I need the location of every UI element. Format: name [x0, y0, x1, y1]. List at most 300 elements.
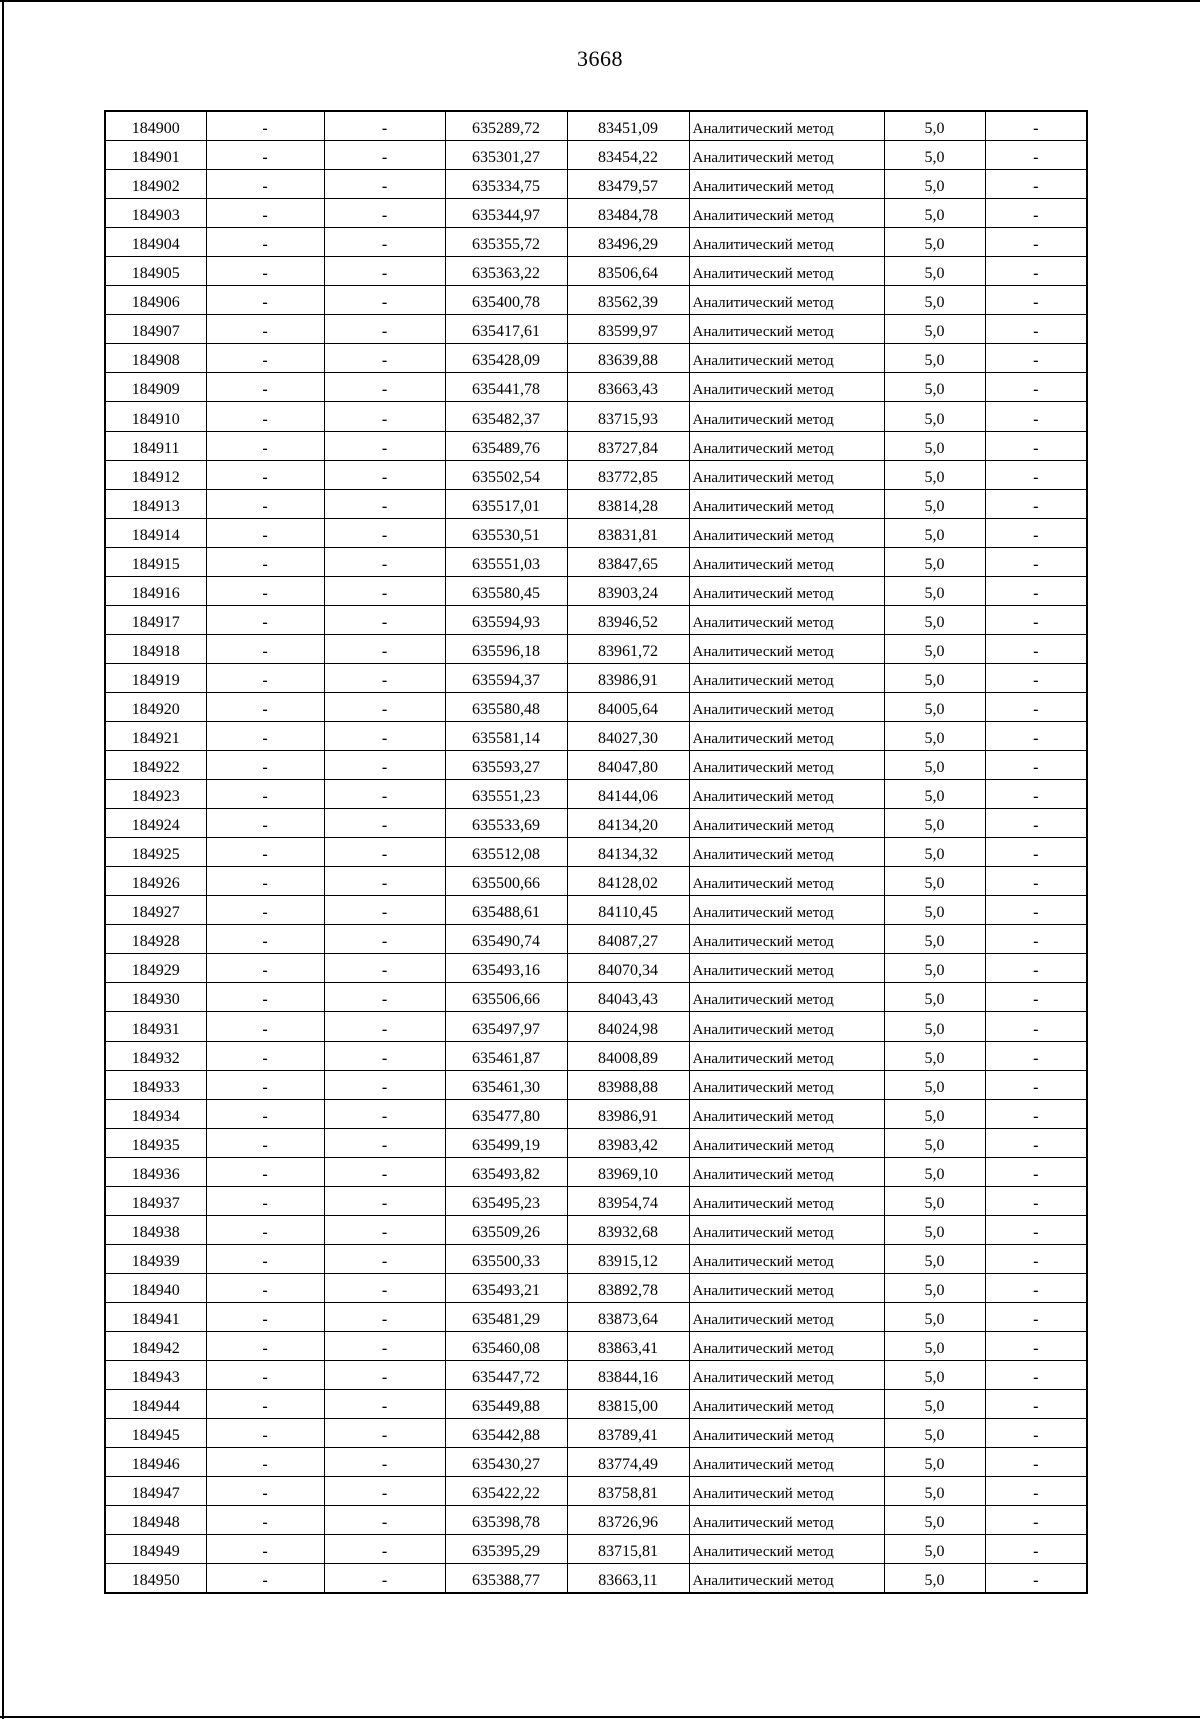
x-coordinate-cell: 635363,22: [445, 257, 567, 286]
point-id-cell: 184907: [105, 315, 206, 344]
x-coordinate-cell: 635490,74: [445, 925, 567, 954]
method-cell: Аналитический метод: [689, 1215, 884, 1244]
point-id-cell: 184938: [105, 1215, 206, 1244]
dash-cell-b: -: [324, 257, 445, 286]
accuracy-cell: 5,0: [884, 1273, 985, 1302]
dash-cell-a: -: [206, 576, 324, 605]
table-row: [105, 170, 1087, 199]
page-number: 3668: [577, 46, 623, 71]
table-row: [105, 460, 1087, 489]
table-row: [105, 111, 1087, 141]
x-coordinate-cell: 635509,26: [445, 1215, 567, 1244]
x-coordinate-cell: 635417,61: [445, 315, 567, 344]
point-id-cell: 184924: [105, 809, 206, 838]
y-coordinate-cell: 84024,98: [567, 1012, 689, 1041]
dash-cell-a: -: [206, 1099, 324, 1128]
point-id-cell: 184902: [105, 170, 206, 199]
table-row: [105, 692, 1087, 721]
table-row: [105, 809, 1087, 838]
accuracy-cell: 5,0: [884, 1186, 985, 1215]
point-id-cell: 184927: [105, 896, 206, 925]
dash-cell-a: -: [206, 373, 324, 402]
accuracy-cell: 5,0: [884, 780, 985, 809]
method-cell: Аналитический метод: [689, 170, 884, 199]
dash-cell-b: -: [324, 518, 445, 547]
point-id-cell: 184918: [105, 634, 206, 663]
point-id-cell: 184911: [105, 431, 206, 460]
dash-cell-a: -: [206, 257, 324, 286]
point-id-cell: 184939: [105, 1244, 206, 1273]
dash-cell-c: -: [985, 170, 1087, 199]
x-coordinate-cell: 635398,78: [445, 1506, 567, 1535]
dash-cell-b: -: [324, 1361, 445, 1390]
dash-cell-c: -: [985, 1448, 1087, 1477]
accuracy-cell: 5,0: [884, 838, 985, 867]
y-coordinate-cell: 83663,11: [567, 1564, 689, 1594]
table-row: [105, 257, 1087, 286]
method-cell: Аналитический метод: [689, 315, 884, 344]
dash-cell-b: -: [324, 809, 445, 838]
point-id-cell: 184948: [105, 1506, 206, 1535]
dash-cell-c: -: [985, 1477, 1087, 1506]
dash-cell-c: -: [985, 867, 1087, 896]
method-cell: Аналитический метод: [689, 141, 884, 170]
accuracy-cell: 5,0: [884, 1390, 985, 1419]
dash-cell-b: -: [324, 460, 445, 489]
method-cell: Аналитический метод: [689, 663, 884, 692]
y-coordinate-cell: 83814,28: [567, 489, 689, 518]
dash-cell-a: -: [206, 1070, 324, 1099]
dash-cell-c: -: [985, 373, 1087, 402]
dash-cell-a: -: [206, 1186, 324, 1215]
y-coordinate-cell: 83715,93: [567, 402, 689, 431]
point-id-cell: 184917: [105, 605, 206, 634]
page-border-top: [0, 0, 1200, 2]
x-coordinate-cell: 635493,16: [445, 954, 567, 983]
point-id-cell: 184923: [105, 780, 206, 809]
dash-cell-c: -: [985, 1070, 1087, 1099]
dash-cell-c: -: [985, 1302, 1087, 1331]
y-coordinate-cell: 84005,64: [567, 692, 689, 721]
dash-cell-c: -: [985, 1273, 1087, 1302]
table-row: [105, 721, 1087, 750]
y-coordinate-cell: 84043,43: [567, 983, 689, 1012]
table-row: [105, 1041, 1087, 1070]
method-cell: Аналитический метод: [689, 634, 884, 663]
table-row: [105, 1331, 1087, 1360]
dash-cell-a: -: [206, 431, 324, 460]
dash-cell-a: -: [206, 228, 324, 257]
point-id-cell: 184937: [105, 1186, 206, 1215]
table-row: [105, 1477, 1087, 1506]
dash-cell-b: -: [324, 1331, 445, 1360]
point-id-cell: 184943: [105, 1361, 206, 1390]
dash-cell-a: -: [206, 780, 324, 809]
dash-cell-a: -: [206, 1244, 324, 1273]
accuracy-cell: 5,0: [884, 634, 985, 663]
dash-cell-a: -: [206, 721, 324, 750]
dash-cell-b: -: [324, 1157, 445, 1186]
accuracy-cell: 5,0: [884, 1564, 985, 1594]
point-id-cell: 184931: [105, 1012, 206, 1041]
dash-cell-c: -: [985, 141, 1087, 170]
table-body: [105, 111, 1087, 1593]
dash-cell-a: -: [206, 809, 324, 838]
method-cell: Аналитический метод: [689, 1506, 884, 1535]
y-coordinate-cell: 83815,00: [567, 1390, 689, 1419]
table-row: [105, 925, 1087, 954]
accuracy-cell: 5,0: [884, 228, 985, 257]
x-coordinate-cell: 635530,51: [445, 518, 567, 547]
method-cell: Аналитический метод: [689, 518, 884, 547]
accuracy-cell: 5,0: [884, 489, 985, 518]
dash-cell-b: -: [324, 1535, 445, 1564]
point-id-cell: 184945: [105, 1419, 206, 1448]
table-row: [105, 344, 1087, 373]
point-id-cell: 184926: [105, 867, 206, 896]
point-id-cell: 184936: [105, 1157, 206, 1186]
y-coordinate-cell: 83454,22: [567, 141, 689, 170]
dash-cell-c: -: [985, 809, 1087, 838]
accuracy-cell: 5,0: [884, 315, 985, 344]
y-coordinate-cell: 84087,27: [567, 925, 689, 954]
dash-cell-c: -: [985, 1041, 1087, 1070]
table-row: [105, 1244, 1087, 1273]
y-coordinate-cell: 83961,72: [567, 634, 689, 663]
table-row: [105, 1099, 1087, 1128]
table-row: [105, 1448, 1087, 1477]
table-row: [105, 489, 1087, 518]
x-coordinate-cell: 635447,72: [445, 1361, 567, 1390]
dash-cell-c: -: [985, 1215, 1087, 1244]
method-cell: Аналитический метод: [689, 1477, 884, 1506]
x-coordinate-cell: 635461,87: [445, 1041, 567, 1070]
dash-cell-b: -: [324, 663, 445, 692]
accuracy-cell: 5,0: [884, 1012, 985, 1041]
dash-cell-a: -: [206, 111, 324, 141]
point-id-cell: 184913: [105, 489, 206, 518]
dash-cell-c: -: [985, 896, 1087, 925]
table-row: [105, 1070, 1087, 1099]
dash-cell-c: -: [985, 1157, 1087, 1186]
dash-cell-a: -: [206, 954, 324, 983]
y-coordinate-cell: 83863,41: [567, 1331, 689, 1360]
dash-cell-a: -: [206, 1564, 324, 1594]
dash-cell-c: -: [985, 663, 1087, 692]
table-row: [105, 1128, 1087, 1157]
dash-cell-c: -: [985, 983, 1087, 1012]
point-id-cell: 184950: [105, 1564, 206, 1594]
dash-cell-a: -: [206, 838, 324, 867]
dash-cell-b: -: [324, 489, 445, 518]
dash-cell-b: -: [324, 867, 445, 896]
point-id-cell: 184946: [105, 1448, 206, 1477]
dash-cell-b: -: [324, 373, 445, 402]
accuracy-cell: 5,0: [884, 751, 985, 780]
table-row: [105, 1535, 1087, 1564]
dash-cell-c: -: [985, 518, 1087, 547]
dash-cell-c: -: [985, 721, 1087, 750]
dash-cell-b: -: [324, 1273, 445, 1302]
method-cell: Аналитический метод: [689, 925, 884, 954]
accuracy-cell: 5,0: [884, 141, 985, 170]
y-coordinate-cell: 83484,78: [567, 199, 689, 228]
y-coordinate-cell: 83451,09: [567, 111, 689, 141]
dash-cell-b: -: [324, 1244, 445, 1273]
dash-cell-c: -: [985, 925, 1087, 954]
x-coordinate-cell: 635512,08: [445, 838, 567, 867]
method-cell: Аналитический метод: [689, 1564, 884, 1594]
table-row: [105, 983, 1087, 1012]
table-row: [105, 315, 1087, 344]
dash-cell-b: -: [324, 692, 445, 721]
method-cell: Аналитический метод: [689, 1244, 884, 1273]
table-row: [105, 896, 1087, 925]
x-coordinate-cell: 635334,75: [445, 170, 567, 199]
x-coordinate-cell: 635594,37: [445, 663, 567, 692]
method-cell: Аналитический метод: [689, 257, 884, 286]
accuracy-cell: 5,0: [884, 431, 985, 460]
dash-cell-c: -: [985, 576, 1087, 605]
table-row: [105, 1419, 1087, 1448]
dash-cell-a: -: [206, 605, 324, 634]
accuracy-cell: 5,0: [884, 460, 985, 489]
point-id-cell: 184916: [105, 576, 206, 605]
page-border-bottom: [0, 1716, 1200, 1718]
dash-cell-c: -: [985, 780, 1087, 809]
dash-cell-a: -: [206, 1012, 324, 1041]
dash-cell-a: -: [206, 751, 324, 780]
dash-cell-a: -: [206, 170, 324, 199]
accuracy-cell: 5,0: [884, 1302, 985, 1331]
x-coordinate-cell: 635580,48: [445, 692, 567, 721]
x-coordinate-cell: 635289,72: [445, 111, 567, 141]
method-cell: Аналитический метод: [689, 344, 884, 373]
y-coordinate-cell: 83562,39: [567, 286, 689, 315]
y-coordinate-cell: 83758,81: [567, 1477, 689, 1506]
accuracy-cell: 5,0: [884, 1331, 985, 1360]
dash-cell-a: -: [206, 402, 324, 431]
point-id-cell: 184910: [105, 402, 206, 431]
dash-cell-a: -: [206, 518, 324, 547]
y-coordinate-cell: 84047,80: [567, 751, 689, 780]
dash-cell-a: -: [206, 896, 324, 925]
x-coordinate-cell: 635502,54: [445, 460, 567, 489]
method-cell: Аналитический метод: [689, 1331, 884, 1360]
y-coordinate-cell: 83946,52: [567, 605, 689, 634]
dash-cell-c: -: [985, 402, 1087, 431]
dash-cell-b: -: [324, 1041, 445, 1070]
dash-cell-c: -: [985, 1012, 1087, 1041]
x-coordinate-cell: 635489,76: [445, 431, 567, 460]
dash-cell-a: -: [206, 315, 324, 344]
method-cell: Аналитический метод: [689, 1186, 884, 1215]
accuracy-cell: 5,0: [884, 1477, 985, 1506]
x-coordinate-cell: 635500,33: [445, 1244, 567, 1273]
dash-cell-b: -: [324, 1448, 445, 1477]
dash-cell-b: -: [324, 576, 445, 605]
accuracy-cell: 5,0: [884, 1128, 985, 1157]
point-id-cell: 184933: [105, 1070, 206, 1099]
dash-cell-b: -: [324, 896, 445, 925]
x-coordinate-cell: 635499,19: [445, 1128, 567, 1157]
x-coordinate-cell: 635593,27: [445, 751, 567, 780]
accuracy-cell: 5,0: [884, 925, 985, 954]
accuracy-cell: 5,0: [884, 1419, 985, 1448]
point-id-cell: 184921: [105, 721, 206, 750]
dash-cell-c: -: [985, 460, 1087, 489]
dash-cell-a: -: [206, 1041, 324, 1070]
dash-cell-c: -: [985, 954, 1087, 983]
method-cell: Аналитический метод: [689, 721, 884, 750]
dash-cell-b: -: [324, 1186, 445, 1215]
y-coordinate-cell: 83727,84: [567, 431, 689, 460]
table-row: [105, 663, 1087, 692]
table-row: [105, 1361, 1087, 1390]
y-coordinate-cell: 83774,49: [567, 1448, 689, 1477]
accuracy-cell: 5,0: [884, 1215, 985, 1244]
dash-cell-b: -: [324, 1477, 445, 1506]
dash-cell-b: -: [324, 1390, 445, 1419]
table-row: [105, 751, 1087, 780]
y-coordinate-cell: 83663,43: [567, 373, 689, 402]
dash-cell-c: -: [985, 692, 1087, 721]
dash-cell-a: -: [206, 1419, 324, 1448]
dash-cell-c: -: [985, 838, 1087, 867]
accuracy-cell: 5,0: [884, 257, 985, 286]
dash-cell-a: -: [206, 199, 324, 228]
method-cell: Аналитический метод: [689, 228, 884, 257]
dash-cell-c: -: [985, 1244, 1087, 1273]
y-coordinate-cell: 84144,06: [567, 780, 689, 809]
accuracy-cell: 5,0: [884, 983, 985, 1012]
method-cell: Аналитический метод: [689, 1041, 884, 1070]
x-coordinate-cell: 635395,29: [445, 1535, 567, 1564]
dash-cell-a: -: [206, 1302, 324, 1331]
point-id-cell: 184922: [105, 751, 206, 780]
table-row: [105, 518, 1087, 547]
point-id-cell: 184944: [105, 1390, 206, 1419]
table-row: [105, 141, 1087, 170]
y-coordinate-cell: 83986,91: [567, 1099, 689, 1128]
point-id-cell: 184904: [105, 228, 206, 257]
method-cell: Аналитический метод: [689, 1302, 884, 1331]
point-id-cell: 184919: [105, 663, 206, 692]
x-coordinate-cell: 635355,72: [445, 228, 567, 257]
x-coordinate-cell: 635517,01: [445, 489, 567, 518]
y-coordinate-cell: 83903,24: [567, 576, 689, 605]
table-row: [105, 228, 1087, 257]
dash-cell-a: -: [206, 867, 324, 896]
point-id-cell: 184932: [105, 1041, 206, 1070]
y-coordinate-cell: 83954,74: [567, 1186, 689, 1215]
accuracy-cell: 5,0: [884, 1099, 985, 1128]
x-coordinate-cell: 635488,61: [445, 896, 567, 925]
accuracy-cell: 5,0: [884, 344, 985, 373]
dash-cell-a: -: [206, 925, 324, 954]
dash-cell-b: -: [324, 344, 445, 373]
y-coordinate-cell: 83986,91: [567, 663, 689, 692]
accuracy-cell: 5,0: [884, 1157, 985, 1186]
method-cell: Аналитический метод: [689, 1448, 884, 1477]
x-coordinate-cell: 635477,80: [445, 1099, 567, 1128]
table-row: [105, 1215, 1087, 1244]
table-row: [105, 1273, 1087, 1302]
y-coordinate-cell: 84134,20: [567, 809, 689, 838]
x-coordinate-cell: 635344,97: [445, 199, 567, 228]
method-cell: Аналитический метод: [689, 954, 884, 983]
point-id-cell: 184935: [105, 1128, 206, 1157]
dash-cell-b: -: [324, 228, 445, 257]
dash-cell-a: -: [206, 344, 324, 373]
dash-cell-a: -: [206, 489, 324, 518]
y-coordinate-cell: 83932,68: [567, 1215, 689, 1244]
method-cell: Аналитический метод: [689, 547, 884, 576]
dash-cell-c: -: [985, 1099, 1087, 1128]
dash-cell-a: -: [206, 1535, 324, 1564]
dash-cell-c: -: [985, 344, 1087, 373]
dash-cell-b: -: [324, 286, 445, 315]
point-id-cell: 184909: [105, 373, 206, 402]
point-id-cell: 184941: [105, 1302, 206, 1331]
table-row: [105, 576, 1087, 605]
method-cell: Аналитический метод: [689, 809, 884, 838]
y-coordinate-cell: 83844,16: [567, 1361, 689, 1390]
x-coordinate-cell: 635430,27: [445, 1448, 567, 1477]
dash-cell-c: -: [985, 286, 1087, 315]
point-id-cell: 184900: [105, 111, 206, 141]
x-coordinate-cell: 635460,08: [445, 1331, 567, 1360]
dash-cell-c: -: [985, 1186, 1087, 1215]
dash-cell-a: -: [206, 286, 324, 315]
table-row: [105, 373, 1087, 402]
dash-cell-a: -: [206, 1390, 324, 1419]
dash-cell-c: -: [985, 111, 1087, 141]
dash-cell-b: -: [324, 925, 445, 954]
method-cell: Аналитический метод: [689, 751, 884, 780]
x-coordinate-cell: 635500,66: [445, 867, 567, 896]
method-cell: Аналитический метод: [689, 867, 884, 896]
dash-cell-c: -: [985, 315, 1087, 344]
dash-cell-a: -: [206, 1157, 324, 1186]
accuracy-cell: 5,0: [884, 518, 985, 547]
dash-cell-b: -: [324, 315, 445, 344]
method-cell: Аналитический метод: [689, 373, 884, 402]
method-cell: Аналитический метод: [689, 199, 884, 228]
dash-cell-a: -: [206, 1448, 324, 1477]
y-coordinate-cell: 83847,65: [567, 547, 689, 576]
point-id-cell: 184905: [105, 257, 206, 286]
dash-cell-b: -: [324, 111, 445, 141]
y-coordinate-cell: 83479,57: [567, 170, 689, 199]
coordinates-table: [104, 110, 1088, 1594]
x-coordinate-cell: 635551,03: [445, 547, 567, 576]
dash-cell-c: -: [985, 1361, 1087, 1390]
dash-cell-b: -: [324, 199, 445, 228]
accuracy-cell: 5,0: [884, 663, 985, 692]
y-coordinate-cell: 83988,88: [567, 1070, 689, 1099]
accuracy-cell: 5,0: [884, 576, 985, 605]
table-row: [105, 634, 1087, 663]
dash-cell-c: -: [985, 605, 1087, 634]
point-id-cell: 184908: [105, 344, 206, 373]
x-coordinate-cell: 635596,18: [445, 634, 567, 663]
method-cell: Аналитический метод: [689, 1012, 884, 1041]
accuracy-cell: 5,0: [884, 954, 985, 983]
method-cell: Аналитический метод: [689, 460, 884, 489]
accuracy-cell: 5,0: [884, 547, 985, 576]
method-cell: Аналитический метод: [689, 1390, 884, 1419]
